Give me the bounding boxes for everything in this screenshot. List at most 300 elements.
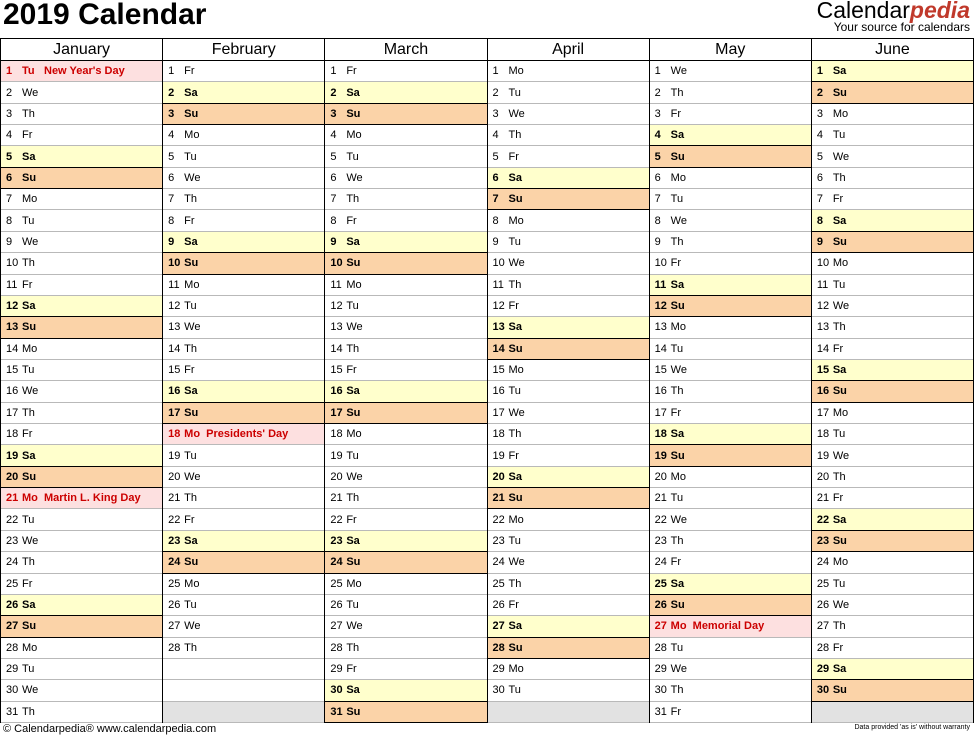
weekday-label: We — [832, 150, 850, 163]
day-number: 14 — [6, 342, 19, 355]
day-cell — [1, 595, 162, 616]
day-cell — [650, 61, 811, 82]
day-number: 15 — [816, 364, 830, 377]
day-number: 6 — [6, 171, 13, 184]
day-cell — [812, 552, 973, 573]
day-cell — [325, 509, 486, 530]
weekday-label: Fr — [184, 364, 195, 377]
day-number: 25 — [6, 577, 19, 590]
day-number: 16 — [654, 385, 667, 398]
day-number: 15 — [6, 364, 19, 377]
day-cell — [488, 659, 649, 680]
day-number: 14 — [816, 342, 830, 355]
day-number: 30 — [6, 684, 19, 697]
day-cell — [650, 638, 811, 659]
day-number: 24 — [654, 556, 667, 569]
day-number: 8 — [6, 214, 13, 227]
day-cell — [1, 275, 162, 296]
weekday-label: Sa — [670, 428, 685, 441]
day-number: 26 — [6, 599, 19, 612]
day-cell — [488, 104, 649, 125]
day-number: 8 — [330, 214, 337, 227]
weekday-label: Mo — [670, 470, 686, 483]
day-cell — [812, 275, 973, 296]
day-cell — [163, 638, 324, 659]
weekday-label: Tu — [22, 214, 35, 227]
weekday-label: Th — [508, 428, 522, 441]
weekday-label: Sa — [832, 663, 847, 676]
day-cell — [650, 403, 811, 424]
weekday-label: Th — [670, 684, 684, 697]
weekday-label: Su — [508, 193, 523, 206]
day-number: 22 — [330, 513, 343, 526]
day-cell — [650, 509, 811, 530]
day-number: 10 — [492, 257, 505, 270]
weekday-label: We — [346, 171, 363, 184]
weekday-label: Su — [22, 321, 37, 334]
day-number: 16 — [492, 385, 505, 398]
month-header: March — [325, 39, 486, 61]
weekday-label: Sa — [508, 620, 522, 633]
weekday-label: Th — [22, 107, 35, 120]
day-number: 10 — [816, 257, 830, 270]
day-number: 8 — [168, 214, 175, 227]
day-cell — [488, 360, 649, 381]
day-number: 27 — [330, 620, 343, 633]
day-number: 5 — [168, 150, 175, 163]
day-number: 12 — [492, 300, 505, 313]
day-cell — [325, 168, 486, 189]
day-number: 10 — [6, 257, 19, 270]
weekday-label: We — [22, 86, 39, 99]
day-cell — [650, 595, 811, 616]
day-number: 19 — [6, 449, 19, 462]
day-number: 1 — [492, 65, 499, 78]
day-number: 18 — [492, 428, 505, 441]
weekday-label: Su — [184, 556, 199, 569]
day-cell — [812, 339, 973, 360]
weekday-label: We — [22, 534, 39, 547]
weekday-label: Su — [508, 492, 523, 505]
day-number: 22 — [654, 513, 667, 526]
day-cell — [650, 253, 811, 274]
day-cell — [812, 659, 973, 680]
day-cell — [325, 659, 486, 680]
day-cell — [163, 488, 324, 509]
weekday-label: We — [670, 364, 687, 377]
day-number: 25 — [492, 577, 505, 590]
day-number: 27 — [6, 620, 19, 633]
weekday-label: Sa — [346, 684, 360, 697]
weekday-label: Sa — [184, 534, 198, 547]
weekday-label: Tu — [508, 236, 521, 248]
day-cell — [812, 445, 973, 466]
day-number: 14 — [492, 342, 505, 355]
day-cell — [325, 595, 486, 616]
weekday-label: Th — [832, 470, 846, 483]
holiday-name: Memorial Day — [692, 620, 765, 633]
month-column-june — [812, 39, 974, 723]
day-cell — [650, 531, 811, 552]
day-number: 6 — [816, 171, 823, 184]
day-number: 23 — [816, 534, 830, 547]
day-number: 17 — [816, 406, 830, 419]
day-cell — [812, 232, 973, 253]
weekday-label: Fr — [508, 449, 519, 462]
day-number: 13 — [654, 321, 667, 334]
day-number: 6 — [168, 171, 175, 184]
weekday-label: Mo — [184, 129, 200, 142]
weekday-label: Tu — [508, 86, 521, 99]
day-cell — [812, 595, 973, 616]
month-header: June — [812, 39, 973, 61]
day-number: 13 — [330, 321, 343, 334]
day-number: 20 — [330, 470, 343, 483]
day-cell — [650, 339, 811, 360]
day-number: 2 — [168, 86, 175, 99]
weekday-label: Su — [184, 257, 199, 270]
day-cell — [650, 574, 811, 595]
weekday-label: Tu — [832, 577, 846, 590]
day-cell — [325, 253, 486, 274]
weekday-label: Fr — [346, 214, 357, 227]
weekday-label: Th — [670, 385, 684, 398]
day-cell — [163, 509, 324, 530]
weekday-label: Fr — [508, 599, 519, 612]
weekday-label: Mo — [22, 342, 38, 355]
day-number: 17 — [6, 406, 19, 419]
weekday-label: Tu — [184, 300, 197, 313]
weekday-label: Th — [832, 321, 846, 334]
day-cell — [650, 275, 811, 296]
weekday-label: Th — [184, 342, 197, 355]
day-number: 5 — [492, 150, 499, 163]
day-number: 16 — [816, 385, 830, 398]
day-cell — [163, 189, 324, 210]
day-cell — [650, 210, 811, 231]
day-cell — [488, 467, 649, 488]
weekday-label: Sa — [346, 534, 360, 547]
day-cell — [812, 680, 973, 701]
day-number: 5 — [816, 150, 823, 163]
day-cell — [325, 146, 486, 167]
weekday-label: Th — [508, 577, 522, 590]
day-number: 1 — [816, 65, 823, 78]
day-number: 5 — [6, 150, 13, 163]
weekday-label: Tu — [670, 342, 684, 355]
weekday-label: Th — [22, 556, 35, 569]
day-number: 13 — [168, 321, 181, 334]
weekday-label: We — [22, 684, 39, 697]
weekday-label: Fr — [22, 428, 33, 441]
day-number: 31 — [330, 705, 343, 718]
weekday-label: Mo — [832, 406, 849, 419]
weekday-label: Su — [832, 684, 847, 697]
weekday-label: Mo — [670, 620, 687, 633]
day-number: 26 — [492, 599, 505, 612]
day-cell — [488, 125, 649, 146]
weekday-label: Tu — [22, 65, 35, 78]
day-cell — [1, 424, 162, 445]
day-number: 21 — [816, 492, 830, 505]
weekday-label: We — [346, 321, 363, 334]
day-number: 10 — [168, 257, 181, 270]
weekday-label: We — [670, 663, 687, 676]
day-number: 12 — [6, 300, 19, 313]
day-cell — [650, 125, 811, 146]
day-cell — [812, 189, 973, 210]
weekday-label: Th — [184, 641, 197, 654]
day-number: 11 — [168, 278, 180, 291]
day-cell — [325, 82, 486, 103]
weekday-label: Th — [184, 193, 197, 206]
weekday-label: Sa — [832, 65, 847, 78]
weekday-label: Th — [346, 193, 360, 206]
day-cell — [163, 339, 324, 360]
weekday-label: Fr — [832, 342, 844, 355]
weekday-label: Tu — [670, 193, 684, 206]
weekday-label: We — [22, 385, 39, 398]
day-cell — [163, 381, 324, 402]
day-cell — [812, 531, 973, 552]
weekday-label: Fr — [832, 641, 844, 654]
weekday-label: Su — [508, 641, 523, 654]
day-number: 20 — [168, 470, 181, 483]
day-number: 5 — [330, 150, 337, 163]
day-number: 11 — [816, 278, 829, 291]
day-number: 16 — [6, 385, 19, 398]
weekday-label: Su — [346, 406, 361, 419]
weekday-label: Fr — [184, 513, 195, 526]
empty-cell — [163, 702, 324, 723]
weekday-label: Sa — [832, 513, 847, 526]
day-number: 16 — [168, 385, 181, 398]
day-number: 15 — [492, 364, 505, 377]
day-cell — [1, 659, 162, 680]
empty-cell — [163, 680, 324, 701]
weekday-label: Su — [346, 257, 361, 270]
weekday-label: Tu — [346, 449, 359, 462]
weekday-label: Fr — [346, 663, 357, 676]
weekday-label: Tu — [508, 684, 521, 697]
weekday-label: Su — [346, 556, 361, 569]
weekday-label: Su — [22, 171, 37, 184]
month-column-february — [163, 39, 325, 723]
day-cell — [163, 104, 324, 125]
day-number: 21 — [6, 492, 19, 505]
weekday-label: Mo — [346, 577, 362, 590]
holiday-cell — [1, 488, 162, 509]
day-number: 12 — [330, 300, 343, 313]
day-cell — [325, 702, 486, 723]
calendar-grid — [0, 38, 974, 723]
day-cell — [488, 296, 649, 317]
weekday-label: Th — [22, 705, 35, 718]
month-column-may — [650, 39, 812, 723]
day-number: 9 — [816, 236, 823, 248]
day-number: 18 — [816, 428, 830, 441]
day-cell — [325, 680, 486, 701]
day-number: 20 — [816, 470, 830, 483]
day-number: 30 — [816, 684, 830, 697]
footer-copyright: © Calendarpedia® www.calendarpedia.com — [3, 723, 217, 735]
day-cell — [1, 381, 162, 402]
day-cell — [488, 424, 649, 445]
day-cell — [488, 339, 649, 360]
day-cell — [325, 552, 486, 573]
day-number: 31 — [654, 705, 667, 718]
day-number: 24 — [168, 556, 181, 569]
day-number: 8 — [492, 214, 499, 227]
weekday-label: Mo — [670, 321, 686, 334]
weekday-label: Su — [670, 150, 685, 163]
day-cell — [650, 445, 811, 466]
day-cell — [488, 488, 649, 509]
holiday-cell — [650, 616, 811, 637]
day-cell — [812, 253, 973, 274]
weekday-label: Th — [346, 342, 360, 355]
day-cell — [1, 467, 162, 488]
day-cell — [650, 232, 811, 253]
weekday-label: Sa — [832, 214, 847, 227]
day-cell — [488, 189, 649, 210]
day-cell — [325, 232, 486, 253]
day-number: 11 — [330, 278, 342, 291]
weekday-label: Sa — [346, 86, 360, 99]
day-cell — [650, 189, 811, 210]
day-cell — [325, 616, 486, 637]
weekday-label: Fr — [832, 193, 844, 206]
weekday-label: We — [508, 406, 525, 419]
day-cell — [488, 509, 649, 530]
weekday-label: Fr — [670, 257, 682, 270]
day-cell — [650, 424, 811, 445]
weekday-label: We — [346, 620, 363, 633]
weekday-label: Su — [832, 86, 847, 99]
weekday-label: Tu — [832, 428, 846, 441]
day-number: 26 — [330, 599, 343, 612]
day-number: 23 — [492, 534, 505, 547]
weekday-label: Su — [22, 620, 37, 633]
day-cell — [650, 702, 811, 723]
day-number: 7 — [6, 193, 13, 206]
day-number: 2 — [492, 86, 499, 99]
holiday-cell — [1, 61, 162, 82]
day-number: 25 — [330, 577, 343, 590]
day-cell — [488, 381, 649, 402]
day-cell — [1, 146, 162, 167]
day-cell — [488, 168, 649, 189]
day-cell — [488, 616, 649, 637]
day-cell — [163, 317, 324, 338]
day-cell — [163, 232, 324, 253]
day-number: 23 — [6, 534, 19, 547]
day-cell — [650, 168, 811, 189]
weekday-label: Sa — [22, 599, 36, 612]
day-number: 17 — [168, 406, 181, 419]
weekday-label: Fr — [346, 513, 357, 526]
day-number: 19 — [654, 449, 667, 462]
day-number: 4 — [168, 129, 175, 142]
holiday-name: Martin L. King Day — [44, 492, 141, 505]
day-number: 30 — [330, 684, 343, 697]
day-cell — [1, 552, 162, 573]
weekday-label: Tu — [346, 150, 359, 163]
day-number: 9 — [492, 236, 499, 248]
day-number: 20 — [6, 470, 19, 483]
day-cell — [163, 210, 324, 231]
day-number: 9 — [168, 236, 175, 248]
weekday-label: Fr — [184, 65, 195, 78]
day-number: 14 — [654, 342, 667, 355]
day-number: 29 — [816, 663, 830, 676]
day-cell — [163, 296, 324, 317]
day-number: 22 — [492, 513, 505, 526]
weekday-label: Fr — [670, 705, 682, 718]
day-cell — [163, 275, 324, 296]
month-column-january — [1, 39, 163, 723]
brand-prefix: Calendar — [816, 0, 910, 23]
day-number: 7 — [330, 193, 337, 206]
day-number: 27 — [816, 620, 830, 633]
month-header: April — [488, 39, 649, 61]
month-header: May — [650, 39, 811, 61]
day-number: 25 — [816, 577, 830, 590]
day-cell — [1, 296, 162, 317]
day-number: 20 — [492, 470, 505, 483]
day-cell — [650, 467, 811, 488]
day-cell — [163, 595, 324, 616]
day-number: 6 — [654, 171, 661, 184]
day-cell — [812, 210, 973, 231]
weekday-label: We — [832, 449, 850, 462]
day-number: 23 — [168, 534, 181, 547]
weekday-label: Su — [832, 236, 847, 248]
day-cell — [325, 125, 486, 146]
weekday-label: Su — [670, 449, 685, 462]
day-cell — [1, 104, 162, 125]
day-number: 16 — [330, 385, 343, 398]
day-cell — [163, 445, 324, 466]
day-number: 3 — [654, 107, 661, 120]
day-cell — [325, 61, 486, 82]
day-cell — [812, 146, 973, 167]
weekday-label: Su — [670, 599, 685, 612]
day-number: 2 — [330, 86, 337, 99]
day-cell — [163, 616, 324, 637]
weekday-label: Mo — [22, 492, 38, 505]
day-number: 29 — [654, 663, 667, 676]
weekday-label: Th — [22, 257, 35, 270]
weekday-label: Su — [184, 107, 199, 120]
weekday-label: Sa — [508, 171, 522, 184]
day-number: 17 — [330, 406, 343, 419]
day-cell — [325, 488, 486, 509]
weekday-label: Mo — [346, 428, 362, 441]
weekday-label: Tu — [508, 534, 521, 547]
day-number: 10 — [654, 257, 667, 270]
day-cell — [812, 403, 973, 424]
weekday-label: Su — [670, 300, 685, 313]
weekday-label: Th — [832, 171, 846, 184]
day-cell — [1, 680, 162, 701]
weekday-label: Sa — [670, 278, 685, 291]
day-number: 17 — [654, 406, 667, 419]
weekday-label: Mo — [184, 428, 201, 441]
weekday-label: Tu — [22, 364, 35, 377]
day-number: 2 — [654, 86, 661, 99]
weekday-label: Sa — [22, 150, 36, 163]
